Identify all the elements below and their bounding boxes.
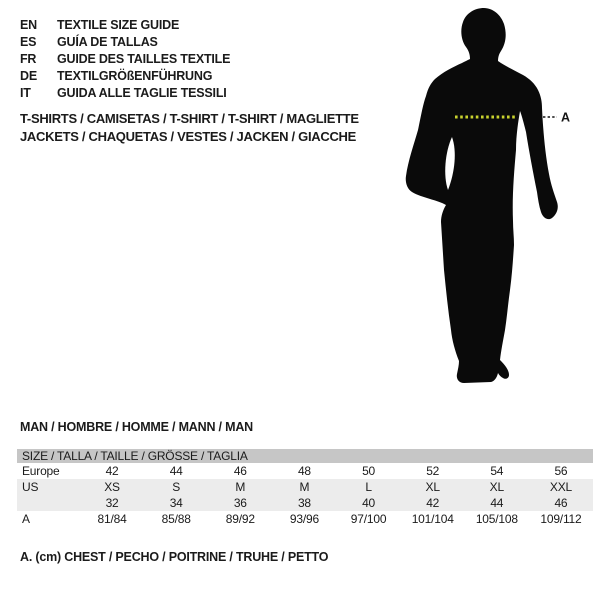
table-row-us bbox=[17, 479, 593, 495]
cell: 56 bbox=[554, 464, 568, 478]
cell: 93/96 bbox=[289, 512, 319, 526]
cell: 44 bbox=[169, 464, 183, 478]
lang-row-it bbox=[20, 84, 230, 101]
lang-code: IT bbox=[20, 85, 31, 100]
cell: 34 bbox=[169, 496, 183, 510]
cell: XS bbox=[104, 480, 120, 494]
cell: L bbox=[365, 480, 372, 494]
cell: 36 bbox=[233, 496, 247, 510]
lang-code: EN bbox=[20, 17, 37, 32]
lang-label: TEXTILGRÖßENFÜHRUNG bbox=[57, 68, 213, 83]
lang-code: DE bbox=[20, 68, 37, 83]
cell: 42 bbox=[105, 464, 119, 478]
size-table-header bbox=[17, 449, 593, 463]
cell: 32 bbox=[105, 496, 119, 510]
measure-label-a: A bbox=[561, 110, 571, 125]
row-label: Europe bbox=[22, 464, 60, 478]
row-label: A bbox=[22, 512, 30, 526]
cell: 42 bbox=[426, 496, 440, 510]
cell: 97/100 bbox=[350, 512, 387, 526]
cell: 44 bbox=[490, 496, 504, 510]
cell: 54 bbox=[490, 464, 504, 478]
lang-label: GUÍA DE TALLAS bbox=[57, 34, 158, 49]
cell: XL bbox=[425, 480, 440, 494]
table-row-chest-a bbox=[17, 511, 593, 527]
table-row-alt-size bbox=[17, 495, 593, 511]
man-silhouette bbox=[402, 6, 578, 396]
cell: 109/112 bbox=[540, 512, 582, 526]
category-jackets: JACKETS / CHAQUETAS / VESTES / JACKEN / GIACCHE bbox=[20, 128, 356, 144]
lang-row-en bbox=[20, 16, 230, 33]
cell: S bbox=[172, 480, 181, 494]
lang-row-fr bbox=[20, 50, 230, 67]
cell: XXL bbox=[549, 480, 572, 494]
lang-label: GUIDA ALLE TAGLIE TESSILI bbox=[57, 85, 227, 100]
section-title-man: MAN / HOMBRE / HOMME / MANN / MAN bbox=[20, 420, 253, 434]
measurement-footnote: A. (cm) CHEST / PECHO / POITRINE / TRUHE / PETTO bbox=[20, 550, 329, 564]
cell: 105/108 bbox=[475, 512, 518, 526]
cell: 40 bbox=[362, 496, 376, 510]
table-row-europe bbox=[17, 463, 593, 479]
category-list bbox=[20, 109, 359, 145]
size-table-header-label: SIZE / TALLA / TAILLE / GRÖSSE / TAGLIA bbox=[22, 449, 248, 463]
lang-label: TEXTILE SIZE GUIDE bbox=[57, 17, 180, 32]
cell: M bbox=[299, 480, 310, 494]
cell: 38 bbox=[297, 496, 311, 510]
lang-code: FR bbox=[20, 51, 37, 66]
category-tshirts: T-SHIRTS / CAMISETAS / T-SHIRT / T-SHIRT / MAGLIETTE bbox=[20, 110, 359, 126]
cell: 101/104 bbox=[411, 512, 454, 526]
lang-label: GUIDE DES TAILLES TEXTILE bbox=[57, 51, 231, 66]
language-list bbox=[20, 16, 230, 101]
lang-row-es bbox=[20, 33, 230, 50]
cell: 46 bbox=[554, 496, 568, 510]
cell: 85/88 bbox=[161, 512, 191, 526]
cell: 81/84 bbox=[97, 512, 127, 526]
cell: 48 bbox=[297, 464, 311, 478]
row-label: US bbox=[22, 480, 39, 494]
man-body-shape bbox=[406, 8, 558, 383]
cell: 46 bbox=[233, 464, 247, 478]
lang-code: ES bbox=[20, 34, 37, 49]
cell: XL bbox=[489, 480, 504, 494]
cell: 52 bbox=[426, 464, 440, 478]
cell: 50 bbox=[362, 464, 376, 478]
cell: M bbox=[235, 480, 246, 494]
lang-row-de bbox=[20, 67, 230, 84]
cell: 89/92 bbox=[225, 512, 255, 526]
size-table bbox=[17, 449, 593, 527]
